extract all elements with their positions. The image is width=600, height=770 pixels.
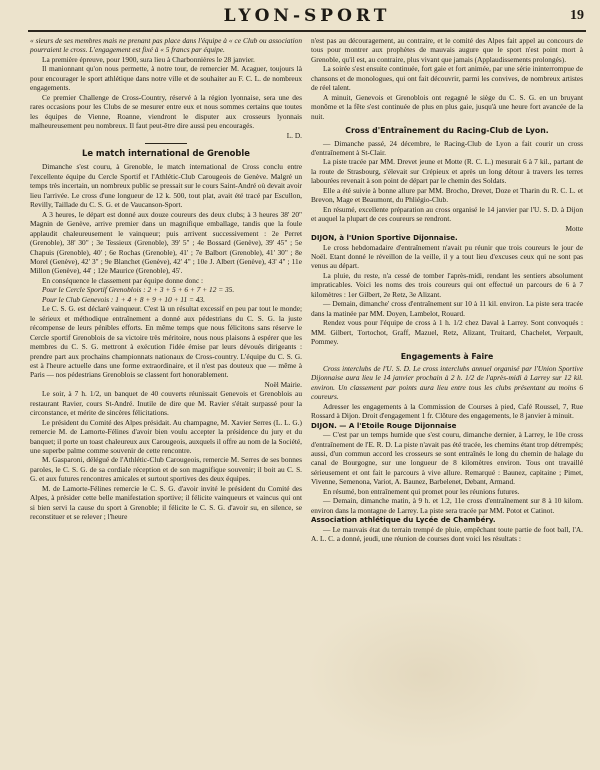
article-paragraph: Adresser les engagements à la Commission de Courses à pied, Café Roussel, 7, Rue Rossard à Dijon. Droit d'engagement 1 fr. Clôture des engagements, le 8 janvier à minuit. <box>311 401 583 421</box>
article-paragraph: La soirée s'est ensuite continuée, fort gaie et fort animée, par une série ininterrompue de chansons et de monologues, qui ont fait découvrir, parmi les convives, de nombreux artistes de réel talent. <box>311 64 583 93</box>
article-paragraph: Pour le Club Genevois : 1 + 4 + 8 + 9 + 10 + 11 = 43. <box>42 294 205 304</box>
article-signature: L. D. <box>286 130 302 140</box>
section-heading: Engagements à Faire <box>400 351 494 361</box>
article-paragraph: M. Gasparoni, délégué de l'Athlétic-Club Carougeois, remercie M. Serres de ses bonnes paroles, le C. S. G. de sa cordiale réception et de son magnifique souvenir; il boit au C. S. G. et aux futures rencontres amicales et surtout sportives des deux équipes. <box>30 455 302 484</box>
article-paragraph: « sieurs de ses membres mais ne prenant pas place dans l'équipe à « ce Club ou association pourraient le cross. L'engagement est fixé à « 5 francs par équipe. <box>30 36 302 55</box>
article-paragraph: M. de Lamorte-Félines remercie le C. S. G. d'avoir invité le président du Comité des Alpes, à présider cette belle manifestation sportive; il félicite vainqueurs et vaincus qui ont si bien servi la cause du sport à Grenoble; il félicite le C. S. G. d'avoir su, en silence, se reconstituer et se relever ; l'heure <box>30 483 302 522</box>
article-paragraph: Cross interclubs de l'U. S. D. Le cross interclubs annuel organisé par l'Union Sportive Dijonnaise aura lieu le 14 janvier prochain à 2 h. 1/2 de l'après-midi à Larrey sur 12 kil. environ. Un classement par points aura lieu entre tous les clubs présentant au moins 6 coureurs. <box>311 363 583 402</box>
article-paragraph: La piste tracée par MM. Drevet jeune et Motte (R. C. L.) mesurait 6 à 7 kil., partant de la route de Strasbourg, s'élevait sur Crépieux et après un long détour à travers les terres labourées revenait à son point de départ par le chemin des Soldats. <box>311 157 583 186</box>
article-paragraph: Le cross hebdomadaire d'entraînement n'avait pu réunir que trois coureurs le jour de Noël. Etant donné le réveillon de la veille, il y a tout lieu d'excuses ceux qui ne sont pas venus au départ. <box>311 242 583 271</box>
article-paragraph: — C'est par un temps humide que s'est couru, dimanche dernier, à Larrey, le 10e cross d'entraînement de l'E. R. D. La piste n'avait pas été tracée, les chemins étant trop détrempés; aussi, d'un commun accord les crosseurs se sont entraînés le long du chemin de halage du canal de Bourgogne, sur une longueur de 8 kilomètres environ. Tous ont travaillé sérieusement et ont fait le parcours à vive allure. Remarqué : Baunez, capitaine ; Pimet, Vivenne, Semenona, Variot, A. Baunez, Barbelenet, Debant, Armand. <box>311 430 583 487</box>
article-paragraph: En conséquence le classement par équipe donne donc : <box>42 275 204 285</box>
section-lead: DIJON. — A l'Etoile Rouge Dijonnaise <box>311 420 457 430</box>
article-paragraph: La pluie, du reste, n'a cessé de tomber l'après-midi, rendant les sentiers absolument impraticables. Voici les noms des trois coureurs qui ont effectué un parcours de 6 à 7 kilomètres : 1er Gilbert, 2e Retz, 3e Alizant. <box>311 270 583 299</box>
section-lead: DIJON, à l'Union Sportive Dijonnaise. <box>311 233 458 243</box>
section-heading: Cross d'Entraînement du Racing-Club de Lyon. <box>345 126 549 136</box>
page-header <box>28 4 586 30</box>
article-paragraph: A 3 heures, le départ est donné aux douze coureurs des deux clubs; à 3 heures 38' 20" Magnin de Genève, arrive premier dans un magnifique emballage, tandis que la foule applaudit chaleureusement le vainqueur; puis arrivent successivement : 2e Perret (Grenoble), 38' 30" ; 3e Tessieux (Grenoble), 39' 5" ; 4e Bossard (Genève), 39' 45" ; 5e Chapuis (Grenoble), 40' ; 6e Rochas (Grenoble), 41' ; 7e Balbort (Grenoble), 41' 30" ; 8e Morel (Genève), 42' 3" ; 9e Blanchet (Genève), 42' 4" ; 10e J. Albert (Genève), 43' 4" ; 11e Millon (Genève), 44' ; 12e Maurice (Grenoble), 45'. <box>30 209 302 276</box>
article-paragraph: Pour le Cercle Sportif Grenoblois : 2 + 3 + 5 + 6 + 7 + 12 = 35. <box>42 285 235 295</box>
article-paragraph: Dimanche s'est couru, à Grenoble, le match international de Cross conclu entre l'excellente équipe du Cercle Sportif et l'Athlétic-Club Carougeois de Genève. Malgré un temps très incertain, un nombreux public se pressait sur le cours Saint-André où devait avoir lieu l'arrivée. Le cross d'une longueur de 12 k. 500, tout plat, avait été tracé par Escullon, Revilly, Taillade du C. S. G. et de Vaucanson-Sport. <box>30 162 302 210</box>
article-paragraph: Elle a été suivie à bonne allure par MM. Brocho, Drevet, Doze et Tharin du R. C. L. et Brevon, Mage et Beaumont, du Phliégio-Club. <box>311 185 583 205</box>
article-paragraph: La première épreuve, pour 1900, sura lieu à Charbonnières le 28 janvier. <box>42 54 255 64</box>
article-paragraph: Le président du Comité des Alpes présidait. Au champagne, M. Xavier Serres (L. L. G.) remercie M. de Lamorte-Félines d'avoir bien voulu accepter la présidence du jury et du banquet; il porte un toast chaleureux aux Carougeois, auxquels il offre au nom de la Société, une superbe palme comme souvenir de cette rencontre. <box>30 417 302 456</box>
article-paragraph: Ce premier Challenge de Cross-Country, réservé à la région lyonnaise, sera une des rares occasions pour les Clubs de se mesurer entre eux et nous sommes certains que toutes les équipes de Vienne, Roanne, viendront le disputer aux crosseurs lyonnais malheureusement peu nombreux. Il faut peut-être dire aussi peu encouragés. <box>30 92 302 131</box>
article-paragraph: En résumé, excellente préparation au cross organisé le 14 janvier par l'U. S. D. à Dijon et auquel la plupart de ces coureurs se rendront. <box>311 204 583 224</box>
article-paragraph: En résumé, bon entraînement qui promet pour les réunions futures. <box>323 486 520 496</box>
left-column <box>30 36 302 522</box>
header-rule <box>28 30 586 32</box>
article-paragraph: A minuit, Genevois et Grenoblois ont regagné le siège du C. S. G. en un bruyant monôme et la fête s'est continuée de plus en plus gaie, jusqu'à une heure fort avancée de la nuit. <box>311 92 583 121</box>
article-paragraph: — Demain, dimanche matin, à 9 h. et 1.2, 11e cross d'entraînement sur 8 à 10 kilom. environ dans la montagne de Larrey. La piste sera tracée par MM. Potot et Catinot. <box>311 496 583 515</box>
right-column <box>311 36 583 544</box>
article-paragraph: Il manionnant qu'on nous permette, à notre tour, de remercier M. Acaguer, toujours là pour encourager le sport athlétique dans notre ville et de souhaiter au F. C. L. de nombreux engagements. <box>30 64 302 93</box>
article-paragraph: Le C. S. G. est déclaré vainqueur. C'est là un résultat excessif en peu par tout le monde; le sérieux et méthodique entraînement a donné aux pédestrians du C. S. G. la juste récompense de leurs pénibles efforts. En même temps que nous félicitons sans réserve le Cercle sportif Grenoblois de sa victoire très méritoire, nous nous plaisons à espérer que les membres du C. S. G. mettront à exécution l'idée émise par leurs dévoués dirigeants : prendre part aux prochains championnats nationaux de Cross-country. L'équipe du C. S. G. est à l'heure actuelle dans une forme extraordinaire, et il n'est pas douteux que — même à Paris — nos pédestrians Grenoblois se classent fort honorablement. <box>30 304 302 380</box>
article-paragraph: — Demain, dimanche' cross d'entraînement sur 10 à 11 kil. environ. La piste sera tracée dans la matinée par MM. Doyen, Lambelot, Rouard. <box>311 299 583 318</box>
article-paragraph: Rendez vous pour l'équipe de cross à 1 h. 1/2 chez Daval à Larrey. Sont convoqués : MM. Gilbert, Tortochot, Graff, Mazuel, Retz, Alizant, Truitard, Chachelet, Verpault, Pommey. <box>311 318 583 347</box>
paper-stain <box>305 600 545 750</box>
masthead-title: LYON-SPORT <box>223 6 391 26</box>
article-paragraph: — Le mauvais état du terrain trempé de pluie, empêchant toute partie de foot ball, l'A. A. L. C. a donné, jeudi, une réunion de courses dont voici les résultats : <box>311 524 583 544</box>
article-paragraph: Le soir, à 7 h. 1/2, un banquet de 40 couverts réunissait Genevois et Grenoblois au restaurant Ravier, cours St-André. Inutile de dire que M. Ravier s'était surpassé pour la circonstance, et mérite de sincères félicitations. <box>30 389 302 418</box>
article-signature: Noël Mairie. <box>264 379 302 389</box>
page-number: 19 <box>570 8 584 23</box>
article-paragraph: — Dimanche passé, 24 décembre, le Racing-Club de Lyon a fait courir un cross d'entraînement à St-Clair. <box>311 138 583 157</box>
article-paragraph: n'est pas au découragement, au contraire, et le comité des Alpes fait appel au concours de tous pour montrer aux prophètes de mauvais augure que le sport n'est point mort à Grenoble, qu'il est, au contraire, plus vivant que jamais (Applaudissements prolongés). <box>311 36 583 64</box>
section-lead: Association athlétique du Lycée de Chambéry. <box>311 515 496 525</box>
article-signature: Motte <box>565 223 583 233</box>
section-heading: Le match international de Grenoble <box>82 147 250 158</box>
section-divider <box>145 143 187 144</box>
